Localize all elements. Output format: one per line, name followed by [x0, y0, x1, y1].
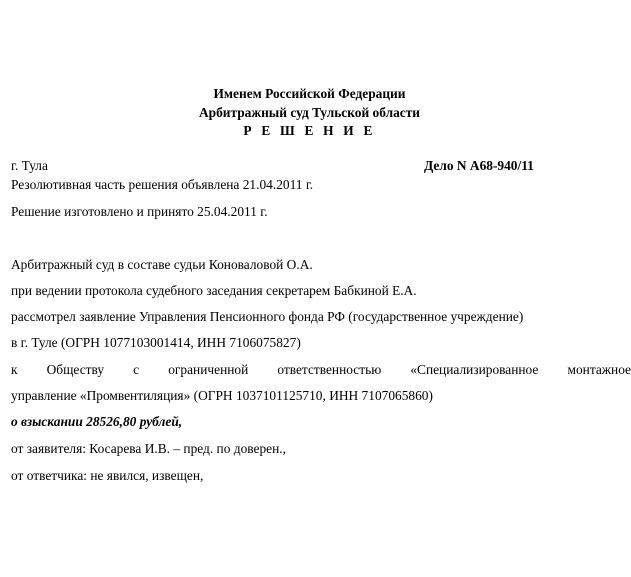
header-court-name: Арбитражный суд Тульской области: [198, 105, 421, 120]
defendant-word: ответственностью: [277, 362, 382, 377]
claim-line-2: в г. Туле (ОГРН 1077103001414, ИНН 7106075827): [11, 335, 301, 350]
header-decision-title: Р Е Ш Е Н И Е: [243, 123, 376, 138]
operative-announced: Резолютивная часть решения объявлена 21.04.2011 г.: [11, 177, 314, 192]
defendant-word: «Специализированное: [410, 362, 539, 377]
defendant-word: к: [11, 362, 18, 377]
claim-line-1: рассмотрел заявление Управления Пенсионного фонда РФ (государственное учреждение): [11, 309, 524, 324]
defendant-word: с: [133, 362, 140, 377]
from-claimant: от заявителя: Косарева И.В. – пред. по доверен.,: [11, 441, 286, 456]
city: г. Тула: [11, 158, 48, 173]
protocol-secretary: при ведении протокола судебного заседания секретарем Бабкиной Е.А.: [11, 283, 417, 298]
defendant-line-2: управление «Промвентиляция» (ОГРН 1037101125710, ИНН 7107065860): [11, 388, 433, 403]
defendant-word: Обществу: [46, 362, 105, 377]
defendant-word: монтажное: [567, 362, 631, 377]
court-composition: Арбитражный суд в составе судьи Коноваловой О.А.: [11, 257, 313, 272]
case-number: Дело N А68-940/11: [424, 158, 534, 173]
defendant-line-1: [11, 362, 631, 378]
header-federation: Именем Российской Федерации: [213, 86, 406, 101]
claim-subject: о взыскании 28526,80 рублей,: [11, 414, 183, 429]
from-defendant: от ответчика: не явился, извещен,: [11, 468, 204, 483]
decision-made: Решение изготовлено и принято 25.04.2011 г.: [11, 204, 268, 219]
defendant-word: ограниченной: [168, 362, 249, 377]
